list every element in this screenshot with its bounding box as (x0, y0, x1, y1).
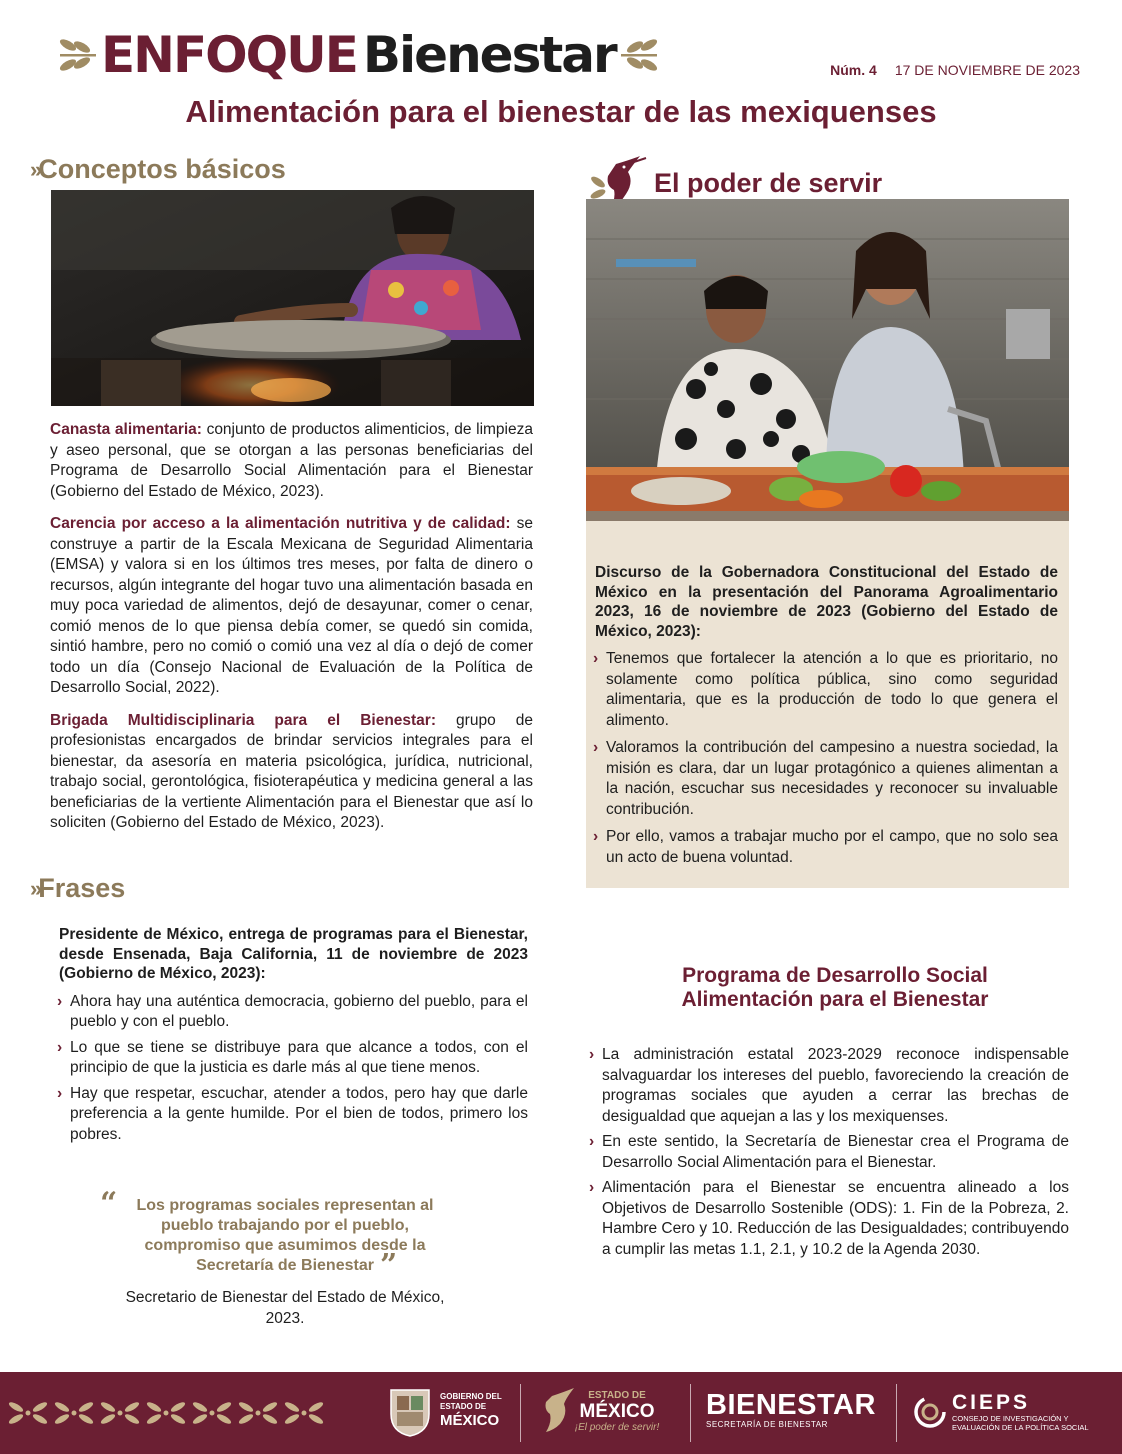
close-quote-icon: ” (380, 1248, 398, 1283)
conceptos-heading (30, 154, 286, 185)
laurel-left-icon (58, 33, 98, 77)
women-kitchen-photo (586, 199, 1069, 521)
bienestar-logo: BIENESTAR SECRETARÍA DE BIENESTAR (706, 1389, 876, 1429)
concept-text: grupo de profesionistas encargados de brindar servicios integrales para el bienestar, da asesoría en materia psicológica, jurídica, nutricional, trabajo social, gerontológica, fisioterapéutica y medicina general a las beneficiarias de la vertiente Alimentación para el Bienestar que así lo soliciten (Gobierno del Estado de México, 2023). (50, 711, 533, 831)
laurel-right-icon (619, 33, 659, 77)
list-item: › Ahora hay una auténtica democracia, gobierno del pueblo, para el pueblo y con el pueblo. (57, 992, 528, 1030)
decorative-pattern-icon (0, 1372, 340, 1454)
frases-block (59, 925, 528, 1145)
concept-text: conjunto de productos alimenticios, de limpieza y aseo personal, que se otorgan a las personas beneficiarias del Programa de Desarrollo Social Alimentación para el Bienestar (Gobierno del Estado de México, 2023). (50, 421, 533, 500)
concept-text: se construye a partir de la Escala Mexicana de Seguridad Alimentaria (EMSA) y valora si en los últimos tres meses, por falta de dinero o recursos, algún integrante del hogar tuvo una alimentación basada en muy poca variedad de alimentos, dejó de desayunar, comer o cenar, comió menos de lo que piensa debía comer, se quedó sin comida, sintió hambre, pero no comió o comió una vez al día o dejó de comer todo un día (Consejo Nacional de Evaluación de la Política de Desarrollo Social, 2022). (50, 515, 533, 696)
chevron-right-icon: › (593, 828, 599, 845)
cooking-woman-photo (51, 190, 534, 406)
list-item: › La administración estatal 2023-2029 reconoce indispensable salvaguardar los intereses del pueblo, favoreciendo la creación de programas sociales que ayuden a cerrar las brechas de desigualdad que aquejan a las y los mexiquenses. (589, 1046, 1069, 1125)
chevron-double-icon: » (30, 156, 37, 182)
footer-bar (0, 1372, 1122, 1454)
quote-attribution: Secretario de Bienestar del Estado de México, 2023. (125, 1289, 445, 1327)
frases-heading (30, 873, 125, 904)
footer-divider (896, 1384, 897, 1442)
masthead-enfoque: ENFOQUE (101, 26, 357, 84)
masthead-bienestar: Bienestar (362, 26, 616, 84)
issue-date: 17 DE NOVIEMBRE DE 2023 (894, 62, 1080, 78)
conceptos-heading-text: Conceptos básicos (38, 154, 286, 184)
open-quote-icon: “ (100, 1186, 118, 1221)
chevron-right-icon: › (589, 1046, 595, 1063)
frases-intro: Presidente de México, entrega de programas para el Bienestar, desde Ensenada, Baja California, 11 de noviembre de 2023 (Gobierno de México, 2023): (59, 926, 528, 982)
chevron-double-icon: » (30, 875, 37, 901)
poder-quote-box (586, 521, 1069, 888)
concept-item (50, 711, 533, 834)
concept-item (50, 420, 533, 502)
state-seal-icon (387, 1384, 433, 1438)
list-item: › Lo que se tiene se distribuye para que alcance a todos, con el principio de que la justicia es darle más al que tiene menos. (57, 1038, 528, 1076)
concept-term: Brigada Multidisciplinaria para el Bienestar: (50, 711, 436, 729)
concept-term: Carencia por acceso a la alimentación nutritiva y de calidad: (50, 515, 511, 532)
chevron-right-icon: › (57, 1038, 63, 1056)
list-item: › Hay que respetar, escuchar, atender a todos, pero hay que darle preferencia a la gente humilde. Por el bien de todos, primero los pobres. (57, 1084, 528, 1143)
issue-number: Núm. 4 (830, 62, 877, 78)
programa-block (591, 1045, 1069, 1260)
footer-divider (690, 1384, 691, 1442)
list-item: › Alimentación para el Bienestar se encuentra alineado a los Objetivos de Desarrollo Sostenible (ODS): 1. Fin de la Pobreza, 2. Hambre Cero y 10. Reducción de las Desigualdades; contribuyendo a cumplir las metas 1.1, 2.1, y 10.2 de la Agenda 2030. (589, 1179, 1069, 1258)
conceptos-list (50, 420, 533, 834)
gob-edomex-logo: GOBIERNO DEL ESTADO DE MÉXICO (440, 1392, 502, 1429)
list-item: › En este sentido, la Secretaría de Bienestar crea el Programa de Desarrollo Social Alimentación para el Bienestar. (589, 1133, 1069, 1171)
chevron-right-icon: › (57, 992, 63, 1010)
list-item: › Valoramos la contribución del campesino a nuestra sociedad, la misión es clara, dar un lugar protagónico a quienes alimentan a la nación, escuchar sus necesidades y reconocer su invaluable contribución. (593, 739, 1058, 818)
cieps-logo-icon (912, 1394, 948, 1430)
issue-info (830, 62, 1080, 78)
chevron-right-icon: › (589, 1133, 595, 1150)
chevron-right-icon: › (593, 739, 599, 756)
cieps-logo: CIEPS CONSEJO DE INVESTIGACIÓN Y EVALUACIÓN DE LA POLÍTICA SOCIAL (952, 1391, 1089, 1432)
page-title: Alimentación para el bienestar de las mexiquenses (185, 94, 937, 129)
chevron-right-icon: › (589, 1179, 595, 1196)
programa-heading: Programa de Desarrollo Social Alimentación para el Bienestar (681, 964, 989, 1011)
poder-heading-text: El poder de servir (654, 167, 883, 198)
footer-divider (520, 1384, 521, 1442)
poder-block (595, 563, 1058, 868)
chevron-right-icon: › (57, 1084, 63, 1102)
concept-term: Canasta alimentaria: (50, 421, 202, 438)
concept-item (50, 514, 533, 699)
chevron-right-icon: › (593, 650, 599, 667)
masthead-logo (58, 22, 659, 88)
frases-heading-text: Frases (38, 873, 126, 903)
pull-quote: Los programas sociales representan al pueblo trabajando por el pueblo, compromiso que asumimos desde la Secretaría de Bienestar (136, 1197, 434, 1274)
edomex-logo: ESTADO DE MÉXICO ¡El poder de servir! (574, 1390, 660, 1433)
list-item: › Tenemos que fortalecer la atención a lo que es prioritario, no solamente como política pública, sino como seguridad alimentaria, que es la producción de todo lo que genera el alimento. (593, 650, 1058, 729)
list-item: › Por ello, vamos a trabajar mucho por el campo, que no solo sea un acto de buena voluntad. (593, 828, 1058, 866)
poder-intro: Discurso de la Gobernadora Constitucional del Estado de México en la presentación del Panorama Agroalimentario 2023, 16 de noviembre de 2023 (Gobierno del Estado de México, 2023): (595, 564, 1058, 640)
